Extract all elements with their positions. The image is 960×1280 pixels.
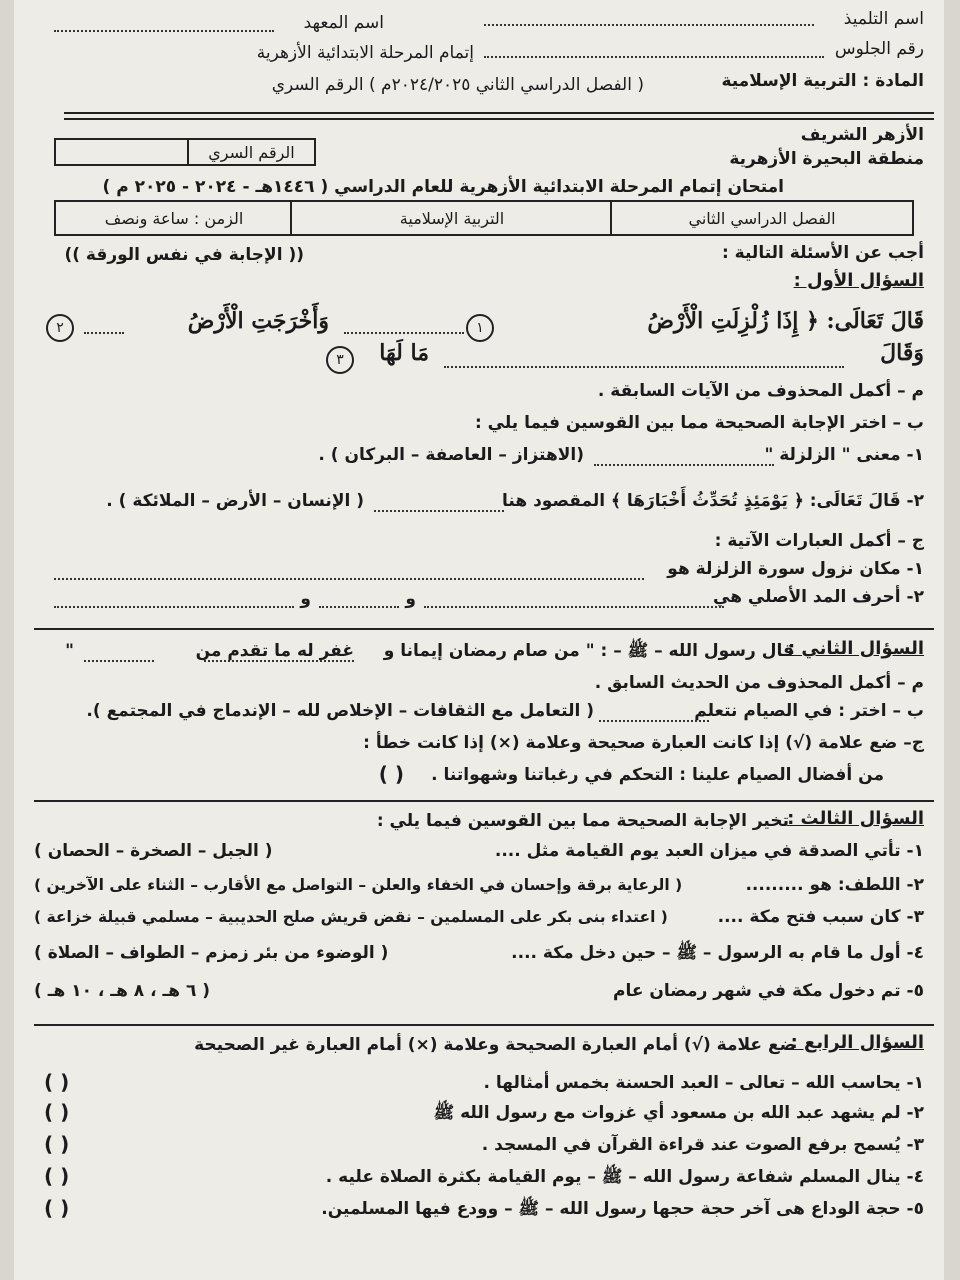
q4-instruction: ضع علامة (√) أمام العبارة الصحيحة وعلامة (×) أمام العبارة غير الصحيحة — [194, 1035, 796, 1055]
q1-b1-label: ١- معنى " الزلزلة " — [764, 445, 924, 465]
exam-sheet — [14, 0, 944, 1280]
q1-verse1 — [647, 310, 924, 332]
q4-item-text: ٤- ينال المسلم شفاعة رسول الله – ﷺ – يوم القيامة بكثرة الصلاة عليه . — [325, 1167, 924, 1187]
institute-name-label: اسم المعهد — [303, 13, 384, 33]
q1-c2-blank-3 — [54, 606, 294, 608]
subject-label: المادة : التربية الإسلامية — [721, 71, 924, 91]
q4-title: السؤال الرابع : — [790, 1032, 924, 1053]
verse1-text: ﴿ إِذَا زُلْزِلَتِ الْأَرْضُ — [647, 308, 819, 334]
q3-item-text: ٤- أول ما قام به الرسول – ﷺ – حين دخل مكة .... — [511, 943, 924, 963]
q1-verse-blank-1 — [344, 332, 464, 334]
q1-verse-blank-3 — [444, 366, 844, 368]
q2-hadith-end: غفر له ما تقدم من — [195, 641, 354, 661]
q1-c2-and-2: و — [300, 589, 311, 609]
verse1-intro: قَالَ تَعَالَى: — [826, 308, 924, 334]
institute-name-line — [54, 30, 274, 32]
q3-item-options: ( الرعاية برقة وإحسان في الخفاء والعلن – التواصل مع الأقارب – الثناء على الآخرين ) — [34, 876, 683, 894]
q2-title: السؤال الثاني : — [787, 638, 924, 659]
answer-note: (( الإجابة في نفس الورقة )) — [64, 245, 304, 265]
q3-item-text: ٥- تم دخول مكة في شهر رمضان عام — [613, 981, 924, 1001]
q4-answer-box[interactable]: ( ) — [44, 1164, 70, 1188]
q4-item-text: ٥- حجة الوداع هى آخر حجة حجها رسول الله – ﷺ – وودع فيها المسلمين. — [321, 1199, 924, 1219]
q1-verse3-intro: وَقَالَ — [880, 340, 924, 366]
q2-hadith-close: " — [65, 641, 74, 661]
q2-hadith-intro: قال رسول الله – ﷺ – : " من صام رمضان إيمانا و — [383, 641, 794, 661]
q1-b2-blank — [374, 510, 504, 512]
secret-number-label: الرقم السري — [187, 140, 314, 164]
student-name-line — [484, 24, 814, 26]
seat-number-line — [484, 56, 824, 58]
q2-a: م – أكمل المحذوف من الحديث السابق . — [594, 673, 924, 693]
q3-instruction: تخير الإجابة الصحيحة مما بين القوسين فيما يلي : — [376, 811, 789, 831]
q1-c2: ٢- أحرف المد الأصلي هي — [713, 587, 924, 607]
cut-line-2 — [64, 118, 934, 120]
q2-hadith-blank-2 — [84, 660, 154, 662]
q4-item-text: ٢- لم يشهد عبد الله بن مسعود أي غزوات مع رسول الله ﷺ — [433, 1103, 924, 1123]
q1-b: ب – اختر الإجابة الصحيحة مما بين القوسين فيما يلي : — [474, 413, 924, 433]
q4-item-text: ٣- يُسمح برفع الصوت عند قراءة القرآن في المسجد . — [481, 1135, 924, 1155]
q1-c1-blank — [54, 578, 644, 580]
q3-item-options: ( ٦ هـ ، ٨ هـ ، ١٠ هـ ) — [34, 981, 211, 1001]
q4-answer-box[interactable]: ( ) — [44, 1070, 70, 1094]
info-term: الفصل الدراسي الثاني — [610, 202, 912, 234]
q1-c2-blank-1 — [424, 606, 724, 608]
q3-item-text: ١- تأتي الصدقة في ميزان العبد يوم القيامة مثل .... — [494, 841, 924, 861]
q2-c: ج– ضع علامة (√) إذا كانت العبارة صحيحة وعلامة (×) إذا كانت خطأ : — [363, 733, 924, 753]
info-table — [54, 200, 914, 236]
q3-item-options: ( الوضوء من بئر زمزم – الطواف – الصلاة ) — [34, 943, 389, 963]
q1-c: ج – أكمل العبارات الآتية : — [714, 531, 924, 551]
q1-b1-blank — [594, 464, 774, 466]
ayah-number-1: ١ — [466, 314, 494, 342]
q3-item-options: ( الجبل – الصخرة – الحصان ) — [34, 841, 273, 861]
q3-item-text: ٣- كان سبب فتح مكة .... — [717, 907, 924, 927]
q1-verse3: مَا لَهَا — [379, 340, 429, 366]
secret-number-box — [54, 138, 316, 166]
q2-b-label: ب – اختر : في الصيام نتعلم — [694, 701, 924, 721]
q2-c1-answer-box[interactable]: ( ) — [378, 762, 404, 786]
q1-title: السؤال الأول : — [793, 270, 924, 291]
cut-line-1 — [64, 112, 934, 114]
ayah-number-3: ٣ — [326, 346, 354, 374]
q1-b1-options: (الاهتزاز – العاصفة – البركان ) . — [318, 445, 584, 465]
divider-q1 — [34, 628, 934, 630]
exam-title: امتحان إتمام المرحلة الابتدائية الأزهرية للعام الدراسي ( ١٤٤٦هـ - ٢٠٢٤ - ٢٠٢٥ م ) — [102, 177, 784, 197]
ayah-number-2: ٢ — [46, 314, 74, 342]
q1-c1: ١- مكان نزول سورة الزلزلة هو — [667, 559, 924, 579]
q4-answer-box[interactable]: ( ) — [44, 1132, 70, 1156]
stage-completion-label: إتمام المرحلة الابتدائية الأزهرية — [256, 43, 474, 63]
q2-b-options: ( التعامل مع الثقافات – الإخلاص لله – الإندماج في المجتمع ). — [86, 701, 594, 721]
q1-b2-label: ٢- قَالَ تَعَالَى: ﴿ يَوْمَئِذٍ تُحَدِّثُ أَخْبَارَهَا ﴾ المقصود هنا — [502, 491, 924, 511]
q1-c2-blank-2 — [319, 606, 399, 608]
q1-b2-options: ( الإنسان – الأرض – الملائكة ) . — [106, 491, 364, 511]
q2-b-blank — [599, 720, 709, 722]
q3-item-text: ٢- اللطف: هو ......... — [745, 875, 924, 895]
divider-q3 — [34, 1024, 934, 1026]
q4-answer-box[interactable]: ( ) — [44, 1100, 70, 1124]
instructions: أجب عن الأسئلة التالية : — [721, 243, 924, 263]
q1-verse-blank-2 — [84, 332, 124, 334]
q4-item-text: ١- يحاسب الله – تعالى – العبد الحسنة بخمس أمثالها . — [483, 1073, 924, 1093]
q3-title: السؤال الثالث : — [787, 808, 924, 829]
q4-answer-box[interactable]: ( ) — [44, 1196, 70, 1220]
q1-c2-and-1: و — [405, 589, 416, 609]
q3-item-options: ( اعتداء بنى بكر على المسلمين – نقض قريش صلح الحديبية – مسلمي قبيلة خزاعة ) — [34, 908, 668, 926]
term-line: ( الفصل الدراسي الثاني ٢٠٢٤/٢٠٢٥م ) الرقم السري — [271, 75, 644, 95]
q2-c1: من أفضال الصيام علينا : التحكم في رغباتنا وشهواتنا . — [431, 765, 884, 785]
region-title: منطقة البحيرة الأزهرية — [729, 149, 924, 169]
info-subject: التربية الإسلامية — [290, 202, 612, 234]
azhar-title: الأزهر الشريف — [800, 125, 924, 145]
q1-a: م – أكمل المحذوف من الآيات السابقة . — [597, 381, 924, 401]
divider-q2 — [34, 800, 934, 802]
q1-verse2: وَأَخْرَجَتِ الْأَرْضُ — [187, 308, 329, 334]
student-name-label: اسم التلميذ — [843, 9, 924, 29]
info-time: الزمن : ساعة ونصف — [104, 208, 244, 228]
seat-number-label: رقم الجلوس — [834, 39, 924, 59]
